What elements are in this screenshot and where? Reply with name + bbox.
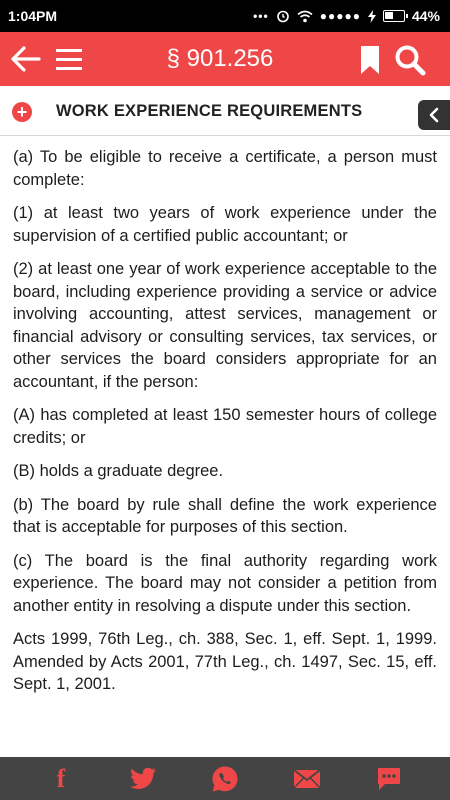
search-button[interactable] <box>393 43 427 77</box>
twitter-share-button[interactable] <box>121 757 165 800</box>
twitter-icon <box>129 767 157 791</box>
paragraph-A: (A) has completed at least 150 semester hours of college credits; or <box>13 406 437 447</box>
paragraph-c: (c) The board is the final authority regarding work experience. The board may not consider a petition from another entity in resolving a dispute under this section. <box>13 551 437 615</box>
paragraph-a: (a) To be eligible to receive a certificate, a person must complete: <box>13 148 437 189</box>
status-bar <box>0 0 450 32</box>
sms-icon <box>376 766 402 792</box>
battery-percent: 44% <box>411 8 440 24</box>
paragraph-B: (B) holds a graduate degree. <box>13 462 224 480</box>
share-bar <box>0 757 450 800</box>
search-icon <box>394 44 426 76</box>
app-bar <box>0 32 450 86</box>
paragraph-1: (1) at least two years of work experience under the supervision of a certified public accountant; or <box>13 204 437 245</box>
wifi-icon <box>297 10 313 23</box>
page-title: § 901.256 <box>166 45 274 72</box>
chevron-left-icon <box>428 107 440 123</box>
statute-text <box>13 146 437 707</box>
back-button[interactable] <box>10 43 42 75</box>
bookmark-button[interactable] <box>358 44 382 76</box>
charging-icon <box>368 10 376 23</box>
collapse-panel-button[interactable] <box>418 100 450 130</box>
email-share-button[interactable] <box>285 757 329 800</box>
paragraph-b: (b) The board by rule shall define the work experience that is acceptable for purposes of this section. <box>13 495 437 536</box>
paragraph-2: (2) at least one year of work experience acceptable to the board, including experience providing a service or advice involving accounting, attest services, management or financial advisory or consulting services, tax services, or other services the board considers appropriate for an accountant, if the person: <box>13 260 437 391</box>
status-icons <box>253 8 440 24</box>
plus-circle-icon[interactable]: + <box>12 102 32 122</box>
alarm-icon <box>276 9 290 23</box>
bookmark-icon <box>360 45 380 75</box>
history-note: Acts 1999, 76th Leg., ch. 388, Sec. 1, eff. Sept. 1, 1999. Amended by Acts 2001, 77th Leg., ch. 1497, Sec. 15, eff. Sept. 1, 2001. <box>13 630 437 693</box>
sms-share-button[interactable] <box>367 757 411 800</box>
menu-icon <box>56 49 82 52</box>
notification-dots: ••• <box>253 9 269 23</box>
facebook-icon: f <box>56 763 66 793</box>
facebook-share-button[interactable] <box>39 757 83 800</box>
arrow-left-icon <box>11 46 41 72</box>
email-icon <box>293 769 321 789</box>
signal-strength: ●●●●● <box>319 9 361 23</box>
whatsapp-share-button[interactable] <box>203 757 247 800</box>
section-title: WORK EXPERIENCE REQUIREMENTS <box>56 102 363 120</box>
section-header <box>0 86 450 136</box>
whatsapp-icon <box>211 765 239 793</box>
status-time: 1:04PM <box>8 8 58 24</box>
battery-icon <box>383 10 405 22</box>
menu-button[interactable] <box>54 44 84 74</box>
